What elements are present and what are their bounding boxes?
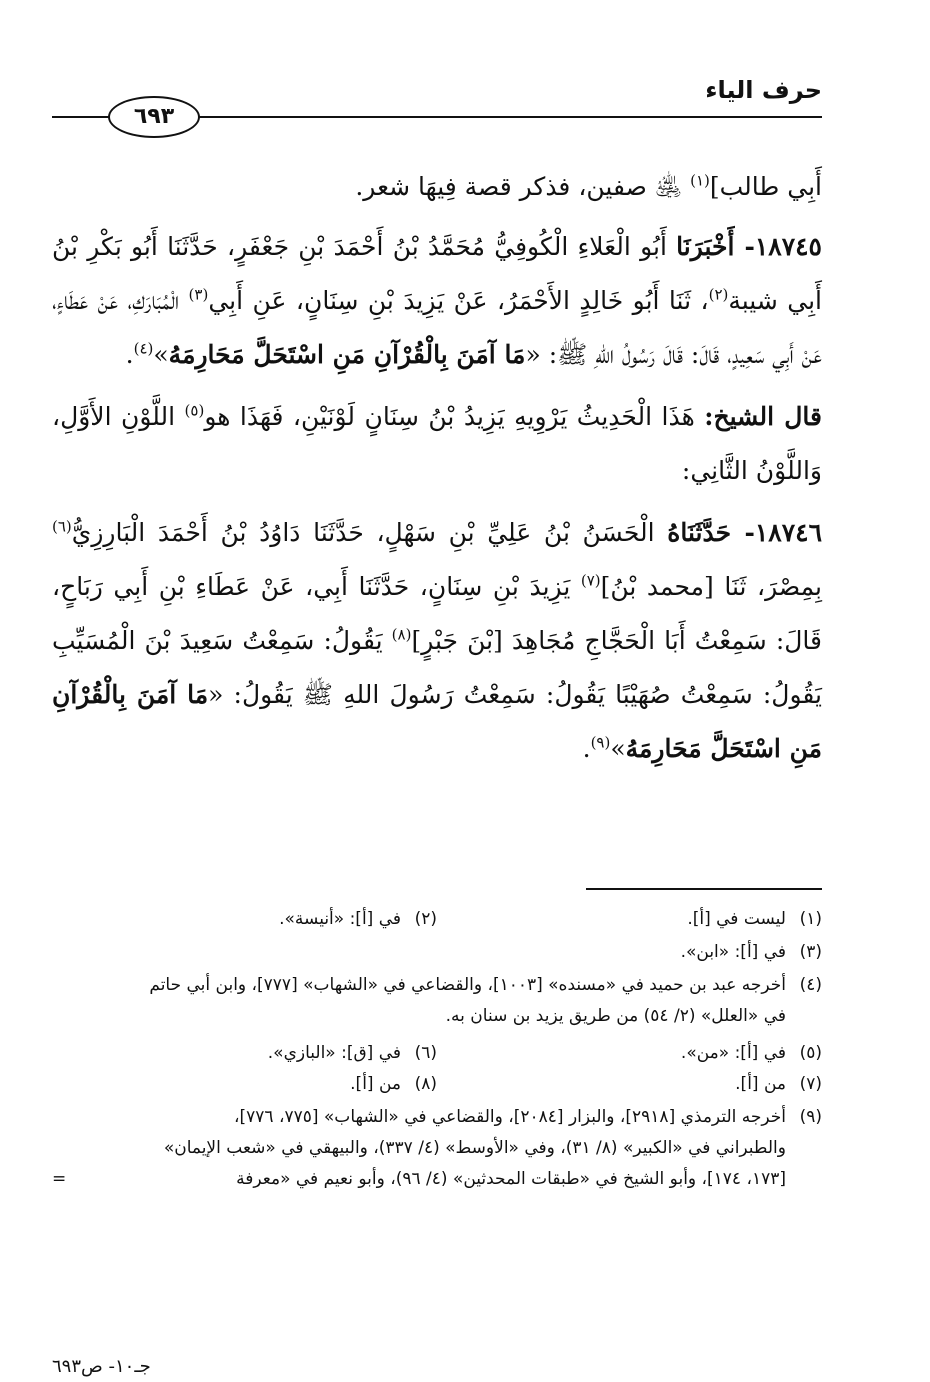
footnote-4 — [52, 970, 822, 1032]
footnote-row — [52, 904, 822, 935]
footnote-text: [١٧٣، ١٧٤]، وأبو الشيخ في «طبقات المحدثين» (٤/ ٩٦)، وأبو نعيم في «معرفة — [236, 1169, 786, 1189]
footnote-text: أخرجه الترمذي [٢٩١٨]، والبزار [٢٠٨٤]، والقضاعي في «الشهاب» [٧٧٥، ٧٧٦]، — [234, 1107, 786, 1127]
sheikh-comment — [52, 390, 822, 498]
text-run: يَقُولُ: سَمِعْتُ سَعِيدَ بْنَ الْمُسَيِّبِ يَقُولُ: سَمِعْتُ صُهَيْبًا يَقُولُ: سَمِعْتُ رَسُولَ اللهِ ﷺ يَقُولُ: « — [52, 626, 822, 709]
transmission-term: حَدَّثَنَاهُ — [667, 518, 745, 547]
footnote-ref[interactable]: (٢) — [708, 285, 729, 304]
comment-label: قال الشيخ: — [704, 402, 822, 431]
footnote-ref[interactable]: (٦) — [52, 517, 72, 536]
footnote-row — [52, 1038, 822, 1069]
footnotes — [52, 904, 822, 1201]
footnote-mark: (٤) — [799, 975, 822, 995]
footnote-ref[interactable]: (١) — [690, 171, 710, 190]
paragraph-continuation — [52, 160, 822, 214]
hadith-number: ١٨٧٤٥- — [744, 232, 822, 261]
text-run: أَبِي طالب] — [709, 172, 822, 201]
text-run: يَزِيدَ بْنِ سِنَانٍ، حَدَّثَنَا أَبِي، عَنْ عَطَاءِ بْنِ أَبِي رَبَاحٍ، قَالَ: سَمِعْتُ أَبَا الْحَجَّاجِ مُجَاهِدَ [بْنَ جَبْرٍ] — [52, 572, 822, 655]
footnote-last-line — [52, 1164, 822, 1195]
text-run: الْمُبَارَكِ، عَنْ عَطَاءٍ، عَنْ أَبِي سَعِيدٍ، قَالَ: قَالَ رَسُولُ اللهِ ﷺ: « — [52, 286, 822, 369]
footnote-text: في «العلل» (٢/ ٥٤) من طريق يزيد بن سنان به. — [445, 1006, 786, 1026]
footnote-text: أخرجه عبد بن حميد في «مسنده» [١٠٠٣]، والقضاعي في «الشهاب» [٧٧٧]، وابن أبي حاتم — [149, 975, 786, 995]
footnote-7 — [437, 1069, 822, 1100]
footnote-mark: (٣) — [799, 942, 822, 962]
transmission-term: أَخْبَرَنَا — [676, 232, 745, 261]
footnote-9 — [52, 1102, 822, 1195]
hadith-number: ١٨٧٤٦- — [744, 518, 822, 547]
text-run: اللَّوْنِ الأَوَّلِ، وَاللَّوْنُ الثَّانِي: — [52, 402, 822, 485]
footnote-mark: (١) — [799, 909, 822, 929]
footnote-text: من [أ]. — [735, 1074, 786, 1094]
footnote-text: من [أ]. — [350, 1074, 401, 1094]
footnote-separator — [586, 888, 822, 890]
text-run: هَذَا الْحَدِيثُ يَرْوِيهِ يَزِيدُ بْنُ سِنَانٍ لَوْنَيْنِ، فَهَذَا هو — [204, 402, 705, 431]
footnote-8 — [52, 1069, 437, 1100]
footnote-ref[interactable]: (٥) — [184, 401, 205, 420]
text-run: » — [153, 340, 169, 369]
text-run: أَبُو الْعَلاءِ الْكُوفِيُّ مُحَمَّدُ بْنُ أَحْمَدَ بْنِ جَعْفَرٍ، حَدَّثَنَا أَبُو بَكْرِ بْنُ أَبِي شيبة — [52, 232, 822, 315]
footnote-text: في [ق]: «البازي». — [267, 1043, 401, 1063]
footnote-text: ليست في [أ]. — [687, 909, 786, 929]
footnote-text: والطبراني في «الكبير» (٨/ ٣١)، وفي «الأوسط» (٤/ ٣٣٧)، والبيهقي في «شعب الإيمان» — [163, 1138, 786, 1158]
running-title: حرف الياء — [705, 76, 822, 104]
footnote-mark: (٦) — [414, 1043, 437, 1063]
footnote-6 — [52, 1038, 437, 1069]
text-run: الْحَسَنُ بْنُ عَلِيِّ بْنِ سَهْلٍ، حَدَّثَنَا دَاوُدُ بْنُ أَحْمَدَ الْبَارِزِيُّ — [71, 518, 668, 547]
footnote-ref[interactable]: (٨) — [391, 625, 412, 644]
page-number-badge: ٦٩٣ — [108, 96, 200, 138]
text-run: ﵁ صفين، فذكر قصة فِيهَا شعر. — [355, 172, 691, 201]
footnote-text: في [أ]: «ابن». — [680, 942, 786, 962]
continuation-mark: = — [52, 1169, 67, 1189]
main-text — [52, 160, 822, 784]
footnote-mark: (٩) — [799, 1107, 822, 1127]
footnote-5 — [437, 1038, 822, 1069]
text-run: » — [610, 734, 626, 763]
footnote-1 — [437, 904, 822, 935]
hadith-18746 — [52, 506, 822, 776]
footnote-mark: (٥) — [799, 1043, 822, 1063]
footnote-ref[interactable]: (٩) — [590, 733, 611, 752]
text-run: ، ثَنَا أَبُو خَالِدٍ الأَحْمَرُ، عَنْ يَزِيدَ بْنِ سِنَانٍ، عَنِ أَبِي — [208, 286, 709, 315]
footnote-ref[interactable]: (٧) — [580, 571, 601, 590]
footnote-mark: (٨) — [414, 1074, 437, 1094]
footnote-mark: (٢) — [414, 909, 437, 929]
text-run: . — [582, 734, 591, 763]
volume-page-reference: جـ١٠- ص٦٩٣ — [52, 1356, 151, 1377]
footnote-ref[interactable]: (٣) — [188, 285, 209, 304]
footnote-3 — [52, 937, 822, 968]
footnote-mark: (٧) — [799, 1074, 822, 1094]
footnote-text: في [أ]: «من». — [680, 1043, 786, 1063]
text-run: . — [125, 340, 134, 369]
footnote-2 — [52, 904, 437, 935]
text-run: بِمِصْرَ، ثَنَا [محمد بْنُ] — [600, 572, 822, 601]
footnote-text: في [أ]: «أنيسة». — [279, 909, 401, 929]
hadith-matn: مَا آمَنَ بِالْقُرْآنِ مَنِ اسْتَحَلَّ مَحَارِمَهُ — [52, 680, 822, 763]
hadith-18745 — [52, 220, 822, 382]
footnote-row — [52, 1069, 822, 1100]
footnote-ref[interactable]: (٤) — [133, 339, 154, 358]
hadith-matn: مَا آمَنَ بِالْقُرْآنِ مَنِ اسْتَحَلَّ مَحَارِمَهُ — [168, 340, 526, 369]
